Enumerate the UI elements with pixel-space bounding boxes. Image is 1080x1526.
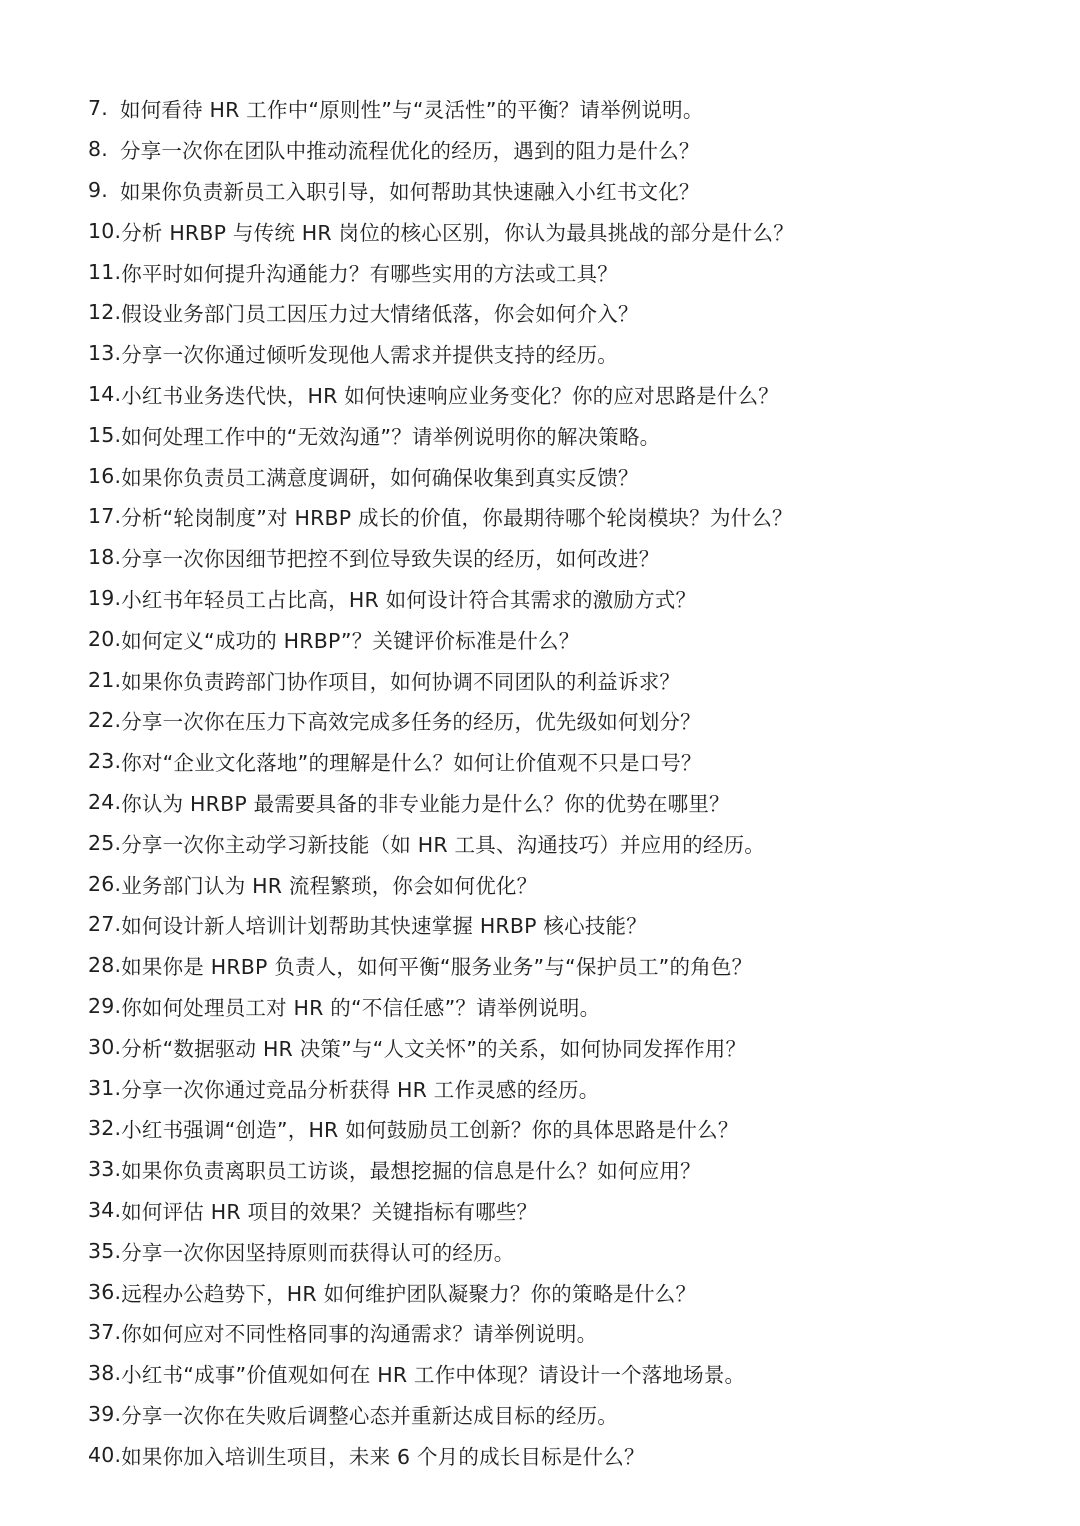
question-number: 37. — [88, 1320, 122, 1345]
question-text: 如何设计新人培训计划帮助其快速掌握 HRBP 核心技能？ — [121, 914, 647, 939]
question-number: 12. — [88, 300, 122, 325]
question-item — [88, 210, 1048, 251]
question-number: 23. — [88, 749, 122, 774]
question-text: 小红书年轻员工占比高，HR 如何设计符合其需求的激励方式？ — [121, 587, 697, 612]
question-item — [88, 1434, 1048, 1475]
question-item — [88, 986, 1048, 1027]
question-item — [88, 1190, 1048, 1231]
question-item — [88, 945, 1048, 986]
question-number: 15. — [88, 422, 122, 447]
question-number: 38. — [88, 1361, 122, 1386]
question-item — [88, 904, 1048, 945]
question-item — [88, 292, 1048, 333]
question-text: 小红书业务迭代快，HR 如何快速响应业务变化？你的应对思路是什么？ — [121, 383, 779, 408]
question-item — [88, 1149, 1048, 1190]
question-number: 32. — [88, 1116, 122, 1141]
question-text: 分享一次你在团队中推动流程优化的经历，遇到的阻力是什么？ — [120, 139, 700, 164]
question-text: 如何定义“成功的 HRBP”？关键评价标准是什么？ — [121, 628, 580, 653]
question-text: 分享一次你通过倾听发现他人需求并提供支持的经历。 — [121, 343, 619, 368]
question-text: 你对“企业文化落地”的理解是什么？如何让价值观不只是口号？ — [121, 751, 702, 776]
question-text: 你认为 HRBP 最需要具备的非专业能力是什么？你的优势在哪里？ — [121, 791, 730, 816]
question-item — [88, 741, 1048, 782]
question-text: 如何看待 HR 工作中“原则性”与“灵活性”的平衡？请举例说明。 — [120, 98, 704, 123]
question-item — [88, 1353, 1048, 1394]
question-text: 分析 HRBP 与传统 HR 岗位的核心区别，你认为最具挑战的部分是什么？ — [121, 220, 794, 245]
question-item — [88, 1312, 1048, 1353]
question-text: 分析“数据驱动 HR 决策”与“人文关怀”的关系，如何协同发挥作用？ — [121, 1036, 747, 1061]
question-text: 如果你是 HRBP 负责人，如何平衡“服务业务”与“保护员工”的角色？ — [121, 955, 753, 980]
question-number: 40. — [88, 1442, 122, 1467]
question-number: 13. — [88, 341, 122, 366]
question-number: 14. — [88, 381, 122, 406]
question-item — [88, 1394, 1048, 1435]
question-text: 小红书“成事”价值观如何在 HR 工作中体现？请设计一个落地场景。 — [121, 1363, 746, 1388]
question-text: 远程办公趋势下，HR 如何维护团队凝聚力？你的策略是什么？ — [121, 1281, 697, 1306]
question-text: 如果你加入培训生项目，未来 6 个月的成长目标是什么？ — [121, 1444, 645, 1469]
question-number: 9. — [88, 177, 108, 202]
question-item — [88, 88, 1048, 129]
question-item — [88, 1026, 1048, 1067]
question-item — [88, 1271, 1048, 1312]
question-item — [88, 822, 1048, 863]
question-item — [88, 1230, 1048, 1271]
question-text: 分享一次你在失败后调整心态并重新达成目标的经历。 — [121, 1403, 619, 1428]
question-item — [88, 374, 1048, 415]
question-number: 31. — [88, 1075, 122, 1100]
question-item — [88, 618, 1048, 659]
question-number: 26. — [88, 871, 122, 896]
question-text: 小红书强调“创造”，HR 如何鼓励员工创新？你的具体思路是什么？ — [121, 1118, 739, 1143]
question-item — [88, 496, 1048, 537]
question-number: 33. — [88, 1157, 122, 1182]
question-text: 如何处理工作中的“无效沟通”？请举例说明你的解决策略。 — [121, 424, 661, 449]
question-text: 你如何应对不同性格同事的沟通需求？请举例说明。 — [121, 1322, 598, 1347]
question-number: 24. — [88, 789, 122, 814]
question-item — [88, 333, 1048, 374]
question-text: 如果你负责新员工入职引导，如何帮助其快速融入小红书文化？ — [120, 179, 700, 204]
question-number: 36. — [88, 1279, 122, 1304]
question-item — [88, 129, 1048, 170]
question-item — [88, 251, 1048, 292]
question-item — [88, 782, 1048, 823]
question-number: 28. — [88, 953, 122, 978]
question-item — [88, 1067, 1048, 1108]
question-number: 25. — [88, 830, 122, 855]
question-text: 分享一次你在压力下高效完成多任务的经历，优先级如何划分？ — [121, 710, 701, 735]
question-text: 如果你负责跨部门协作项目，如何协调不同团队的利益诉求？ — [121, 669, 681, 694]
question-text: 分享一次你主动学习新技能（如 HR 工具、沟通技巧）并应用的经历。 — [121, 832, 765, 857]
question-number: 35. — [88, 1238, 122, 1263]
question-item — [88, 700, 1048, 741]
question-item — [88, 414, 1048, 455]
question-number: 27. — [88, 912, 122, 937]
question-text: 你如何处理员工对 HR 的“不信任感”？请举例说明。 — [121, 995, 601, 1020]
question-item — [88, 659, 1048, 700]
question-text: 分享一次你通过竞品分析获得 HR 工作灵感的经历。 — [121, 1077, 600, 1102]
question-text: 分享一次你因坚持原则而获得认可的经历。 — [121, 1240, 515, 1265]
question-number: 18. — [88, 545, 122, 570]
question-number: 34. — [88, 1197, 122, 1222]
question-item — [88, 1108, 1048, 1149]
question-number: 17. — [88, 504, 122, 529]
question-number: 21. — [88, 667, 122, 692]
question-number: 39. — [88, 1401, 122, 1426]
question-item — [88, 578, 1048, 619]
question-list — [88, 88, 1048, 1475]
question-item — [88, 863, 1048, 904]
question-text: 如果你负责员工满意度调研，如何确保收集到真实反馈？ — [121, 465, 639, 490]
question-text: 分析“轮岗制度”对 HRBP 成长的价值，你最期待哪个轮岗模块？为什么？ — [121, 506, 793, 531]
question-text: 假设业务部门员工因压力过大情绪低落，你会如何介入？ — [121, 302, 639, 327]
question-number: 29. — [88, 993, 122, 1018]
question-number: 19. — [88, 585, 122, 610]
question-number: 30. — [88, 1034, 122, 1059]
question-item — [88, 170, 1048, 211]
question-number: 8. — [88, 137, 108, 162]
question-number: 11. — [88, 259, 122, 284]
question-number: 22. — [88, 708, 122, 733]
question-text: 如果你负责离职员工访谈，最想挖掘的信息是什么？如何应用？ — [121, 1159, 701, 1184]
question-number: 20. — [88, 626, 122, 651]
question-text: 分享一次你因细节把控不到位导致失误的经历，如何改进？ — [121, 547, 660, 572]
question-text: 你平时如何提升沟通能力？有哪些实用的方法或工具？ — [121, 261, 619, 286]
question-item — [88, 537, 1048, 578]
question-item — [88, 455, 1048, 496]
question-number: 7. — [88, 96, 108, 121]
question-number: 10. — [88, 218, 122, 243]
question-number: 16. — [88, 463, 122, 488]
question-text: 业务部门认为 HR 流程繁琐，你会如何优化？ — [121, 873, 538, 898]
question-text: 如何评估 HR 项目的效果？关键指标有哪些？ — [121, 1199, 538, 1224]
